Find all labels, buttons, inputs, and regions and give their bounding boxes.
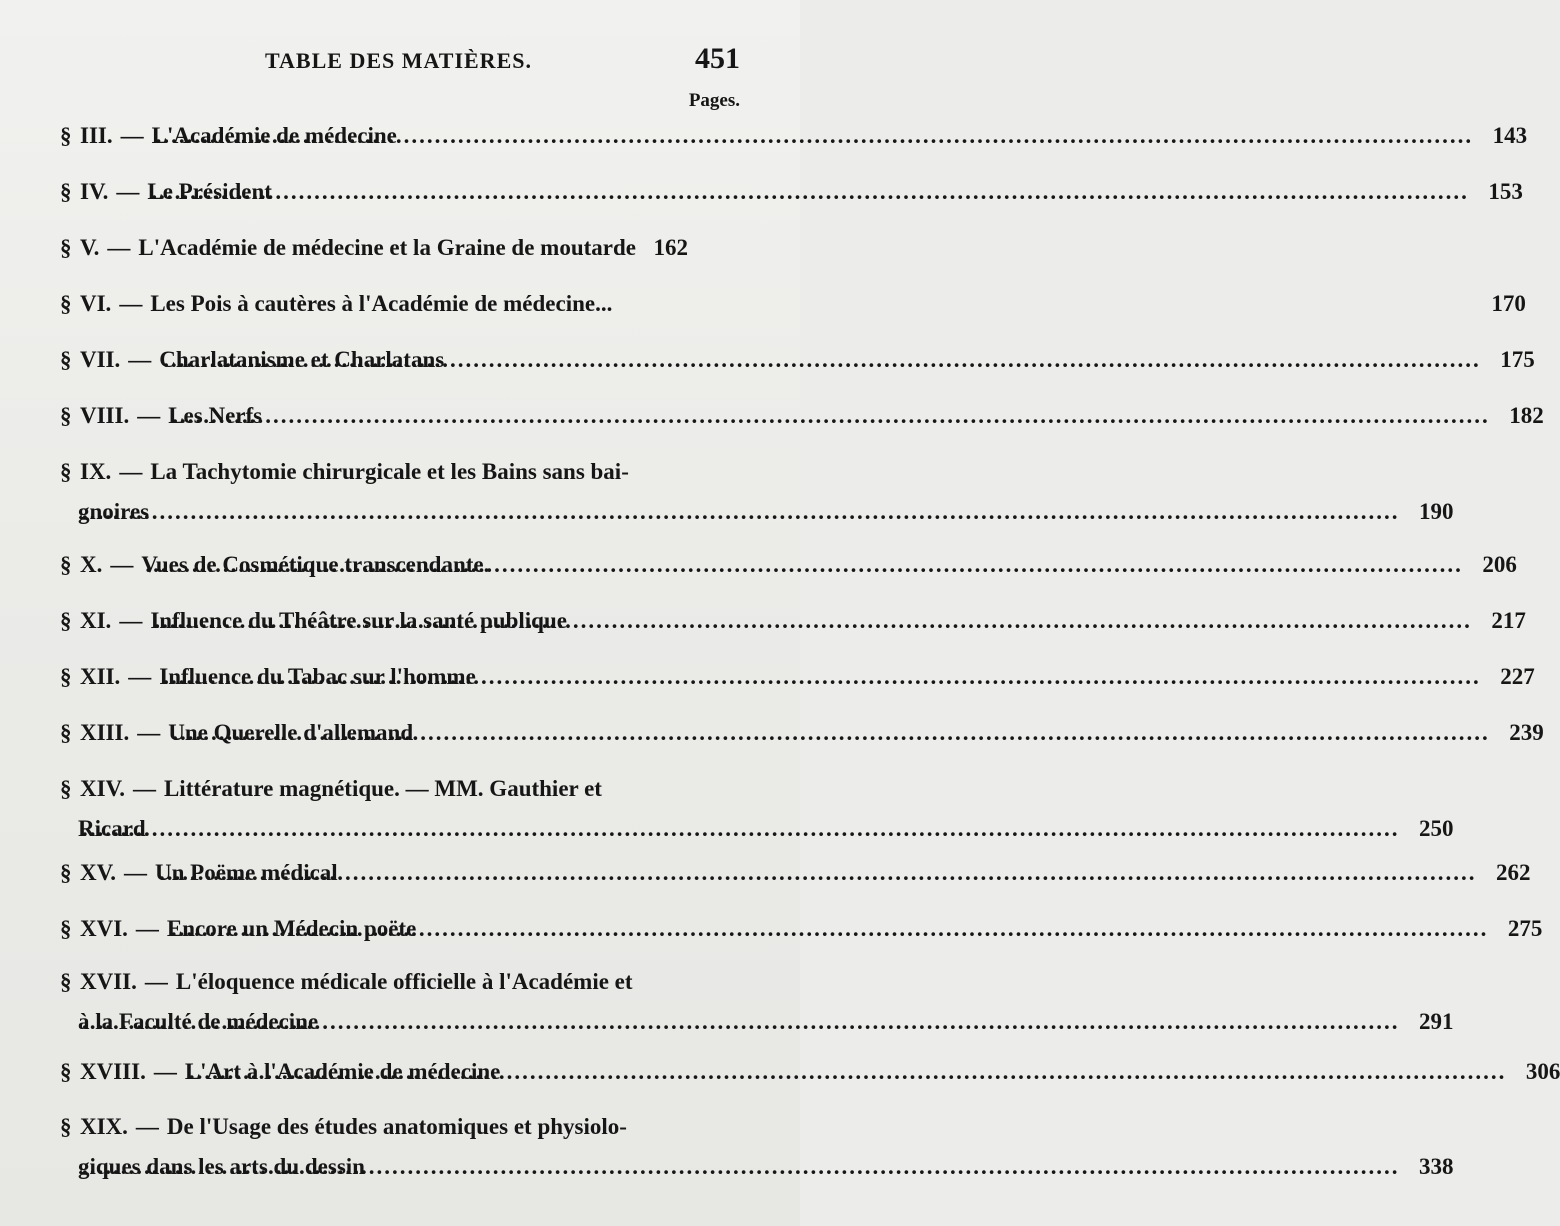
section-title: L'éloquence médicale officielle à l'Académie et (175, 969, 633, 994)
page-reference: 206 (1482, 552, 1517, 577)
toc-entry: § IV. — Le Président ..... 153 (60, 172, 746, 212)
section-mark: § (60, 123, 72, 148)
section-numeral: XVI. (80, 916, 128, 941)
toc-entry: § IX. — La Tachytomie chirurgicale et les Bains sans bai- gnoires ..... 190 (60, 452, 746, 532)
toc-entry: § XV. — Un Poëme médical ..... 262 (60, 853, 746, 893)
page-reference: 175 (1500, 347, 1535, 372)
section-dash: — (124, 860, 148, 885)
section-mark: § (60, 552, 72, 577)
page-reference: 338 (1419, 1154, 1454, 1179)
dot-leader (145, 545, 1463, 585)
section-title: Littérature magnétique. — MM. Gauthier et (163, 776, 602, 801)
section-numeral: XVII. (80, 969, 137, 994)
toc-entry: § III. — L'Académie de médecine ..... 143 (60, 116, 746, 156)
toc-entry: § XVI. — Encore un Médecin poëte ..... 275 (60, 909, 746, 949)
toc-entry: § VI. — Les Pois à cautères à l'Académie de médecine... 170 (60, 284, 746, 324)
section-dash: — (132, 776, 156, 801)
section-mark: § (60, 235, 72, 260)
section-dash: — (137, 403, 161, 428)
dot-leader (82, 1002, 1400, 1042)
page-number: 451 (695, 42, 740, 75)
section-numeral: X. (80, 552, 103, 577)
section-numeral: VI. (80, 291, 112, 316)
section-mark: § (60, 664, 72, 689)
dot-leader (151, 172, 1469, 212)
section-title: La Tachytomie chirurgicale et les Bains sans bai- (150, 459, 629, 484)
section-dash: — (119, 608, 143, 633)
toc-entry: § XII. — Influence du Tabac sur l'homme ..... 227 (60, 657, 746, 697)
section-numeral: VII. (80, 347, 121, 372)
section-numeral: IX. (80, 459, 112, 484)
page-reference: 217 (1491, 608, 1526, 633)
section-dash: — (120, 123, 144, 148)
page-reference: 190 (1419, 499, 1454, 524)
toc-entry: § X. — Vues de Cosmétique transcendante. ..... 206 (60, 545, 746, 585)
dot-leader (154, 601, 1472, 641)
section-numeral: XIV. (80, 776, 125, 801)
section-numeral: XII. (80, 664, 121, 689)
page-reference: 227 (1500, 664, 1535, 689)
toc-entry: § XI. — Influence du Théâtre sur la santé publique ..... 217 (60, 601, 746, 641)
dot-leader (172, 396, 1490, 436)
section-dash: — (119, 459, 143, 484)
toc-entry: § XVII. — L'éloquence médicale officielle à l'Académie et à la Faculté de médecine ..... 291 (60, 962, 746, 1042)
page-reference: 239 (1509, 720, 1544, 745)
toc-entry: § XIV. — Littérature magnétique. — MM. Gauthier et Ricard ..... 250 (60, 769, 746, 849)
section-numeral: VIII. (80, 403, 130, 428)
dot-leader (159, 853, 1477, 893)
dot-leader (82, 492, 1400, 532)
page-reference: 170 (1491, 291, 1526, 316)
section-mark: § (60, 459, 72, 484)
section-title: De l'Usage des études anatomiques et physiolo- (166, 1114, 627, 1139)
page-reference: 275 (1507, 916, 1543, 941)
section-dash: — (135, 1114, 159, 1139)
page-reference: 162 (653, 235, 688, 260)
section-dash: — (128, 664, 152, 689)
dot-leader (156, 116, 1474, 156)
dot-leader (189, 1052, 1507, 1092)
section-numeral: III. (80, 123, 113, 148)
section-dash: — (107, 235, 131, 260)
toc-entry: § VII. — Charlatanisme et Charlatans ..... 175 (60, 340, 746, 380)
section-numeral: XI. (80, 608, 112, 633)
section-title: L'Académie de médecine et la Graine de moutarde (138, 235, 636, 260)
toc-entry: § XIX. — De l'Usage des études anatomiques et physiolo- giques dans les arts du dessin ..... 338 (60, 1107, 746, 1187)
section-mark: § (60, 291, 72, 316)
section-numeral: XIII. (80, 720, 130, 745)
dot-leader (171, 909, 1489, 949)
table-of-contents (60, 0, 1560, 1226)
section-dash: — (144, 969, 168, 994)
section-numeral: XV. (80, 860, 117, 885)
page-reference: 153 (1488, 179, 1523, 204)
dot-leader (172, 713, 1490, 753)
toc-entry: § XVIII. — L'Art à l'Académie de médecine ..... 306 (60, 1052, 746, 1092)
section-mark: § (60, 916, 72, 941)
toc-entry: § VIII. — Les Nerfs ..... 182 (60, 396, 746, 436)
section-mark: § (60, 608, 72, 633)
section-numeral: IV. (80, 179, 109, 204)
section-numeral: XVIII. (80, 1059, 146, 1084)
section-mark: § (60, 969, 72, 994)
page-reference: 250 (1419, 816, 1454, 841)
toc-entry: § XIII. — Une Querelle d'allemand ..... 239 (60, 713, 746, 753)
dot-leader (82, 1147, 1400, 1187)
toc-entry (60, 228, 746, 268)
dot-leader (163, 340, 1481, 380)
section-mark: § (60, 860, 72, 885)
section-numeral: V. (80, 235, 100, 260)
section-dash: — (137, 720, 161, 745)
dot-leader (82, 809, 1400, 849)
dot-leader (163, 657, 1481, 697)
section-dash: — (153, 1059, 177, 1084)
page-reference: 291 (1419, 1009, 1454, 1034)
section-mark: § (60, 179, 72, 204)
section-mark: § (60, 1059, 72, 1084)
section-numeral: XIX. (80, 1114, 128, 1139)
pages-column-label: Pages. (688, 90, 740, 111)
page-reference: 306 (1525, 1059, 1560, 1084)
section-dash: — (128, 347, 152, 372)
section-dash: — (119, 291, 143, 316)
section-mark: § (60, 720, 72, 745)
section-dash: — (135, 916, 159, 941)
section-mark: § (60, 1114, 72, 1139)
page-reference: 262 (1496, 860, 1531, 885)
section-mark: § (60, 347, 72, 372)
page-reference: 182 (1509, 403, 1544, 428)
section-dash: — (110, 552, 134, 577)
section-mark: § (60, 403, 72, 428)
section-mark: § (60, 776, 72, 801)
section-dash: — (116, 179, 140, 204)
page-reference: 143 (1492, 123, 1528, 148)
running-title: TABLE DES MATIÈRES. (265, 48, 532, 73)
